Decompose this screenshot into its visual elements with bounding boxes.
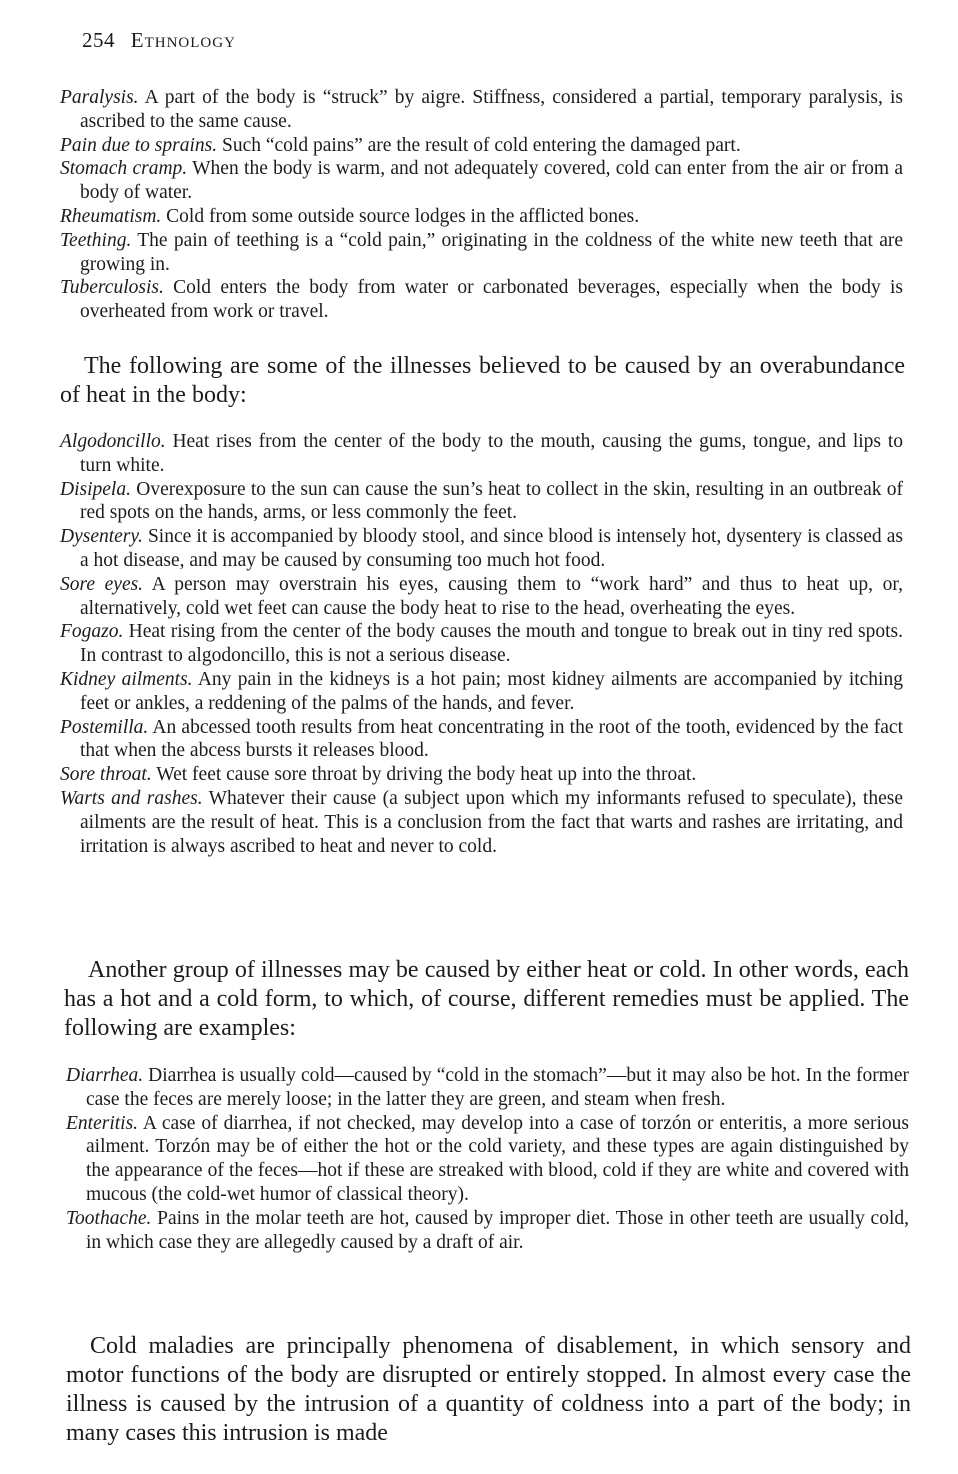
running-header — [82, 28, 236, 53]
closing-paragraph: Cold maladies are principally phenomena of disablement, in which sensory and motor functions of the body are disrupted or entirely stopped. In almost every case the illness is caused by the intrusion of a quantity of coldness into a part of the body; in many cases this intrusion is made — [66, 1333, 911, 1446]
list-item: Diarrhea. Diarrhea is usually cold—caused by “cold in the stomach”—but it may also be hot. In the former case the feces are merely loose; in the latter they are green, and steam when fresh. — [66, 1065, 909, 1110]
list-item: Pain due to sprains. Such “cold pains” are the result of cold entering the damaged part. — [60, 134, 741, 156]
list-item: Sore throat. Wet feet cause sore throat by driving the body heat up into the throat. — [60, 764, 697, 786]
cold-illness-list — [60, 86, 903, 324]
list-item: Postemilla. An abcessed tooth results from heat concentrating in the root of the tooth, evidenced by the fact that when the abcess bursts it releases blood. — [60, 716, 903, 762]
list-item: Disipela. Overexposure to the sun can cause the sun’s heat to collect in the skin, resulting in an outbreak of red spots on the hands, arms, or less commonly the feet. — [60, 478, 903, 524]
list-item: Teething. The pain of teething is a “cold pain,” originating in the coldness of the white new teeth that are growing in. — [60, 229, 903, 275]
heat-illness-list — [60, 430, 903, 858]
intro-heat-paragraph: The following are some of the illnesses believed to be caused by an overabundance of heat in the body: — [60, 353, 905, 408]
list-item: Stomach cramp. When the body is warm, and not adequately covered, cold can enter from the air or from a body of water. — [60, 158, 904, 204]
list-item: Tuberculosis. Cold enters the body from water or carbonated beverages, especially when the body is overheated from work or travel. — [60, 277, 903, 323]
list-item: Algodoncillo. Heat rises from the center of the body to the mouth, causing the gums, tongue, and lips to turn white. — [60, 431, 903, 476]
list-item: Paralysis. A part of the body is “struck” by aigre. Stiffness, considered a partial, temporary paralysis, is ascribed to the same cause. — [60, 87, 903, 132]
list-item: Fogazo. Heat rising from the center of the body causes the mouth and tongue to break out in tiny red spots. In contrast to algodoncillo, this is not a serious disease. — [60, 621, 903, 667]
list-item: Rheumatism. Cold from some outside source lodges in the afflicted bones. — [60, 205, 640, 227]
list-item: Enteritis. A case of diarrhea, if not checked, may develop into a case of torzón or enteritis, a more serious ailment. Torzón may be of either the hot or the cold variety, and these types are again distinguished by the appearance of the feces—hot if these are streaked with blood, cold if they are white and covered with mucous (the cold-wet humor of classical theory). — [66, 1112, 909, 1205]
list-item: Warts and rashes. Whatever their cause (a subject upon which my informants refused to speculate), these ailments are the result of heat. This is a conclusion from the fact that warts and rashes are irritating, and irritation is always ascribed to heat and never to cold. — [60, 787, 903, 857]
list-item: Sore eyes. A person may overstrain his eyes, causing them to “work hard” and thus to heat up, or, alternatively, cold wet feet can cause the body heat to rise to the head, overheating the eyes. — [60, 573, 903, 619]
page-number: 254 — [82, 28, 115, 52]
list-item: Kidney ailments. Any pain in the kidneys is a hot pain; most kidney ailments are accompanied by itching feet or ankles, a reddening of the palms of the hands, and fever. — [60, 668, 903, 714]
list-item: Dysentery. Since it is accompanied by bloody stool, and since blood is intensely hot, dysentery is classed as a hot disease, and may be caused by consuming too much hot food. — [60, 526, 903, 571]
running-title: Ethnology — [130, 28, 236, 52]
intro-both-paragraph: Another group of illnesses may be caused by either heat or cold. In other words, each has a hot and a cold form, to which, of course, different remedies must be applied. The following are examples: — [64, 957, 909, 1041]
list-item: Toothache. Pains in the molar teeth are hot, caused by improper diet. Those in other teeth are usually cold, in which case they are allegedly caused by a draft of air. — [66, 1207, 909, 1253]
mixed-illness-list — [66, 1064, 909, 1254]
